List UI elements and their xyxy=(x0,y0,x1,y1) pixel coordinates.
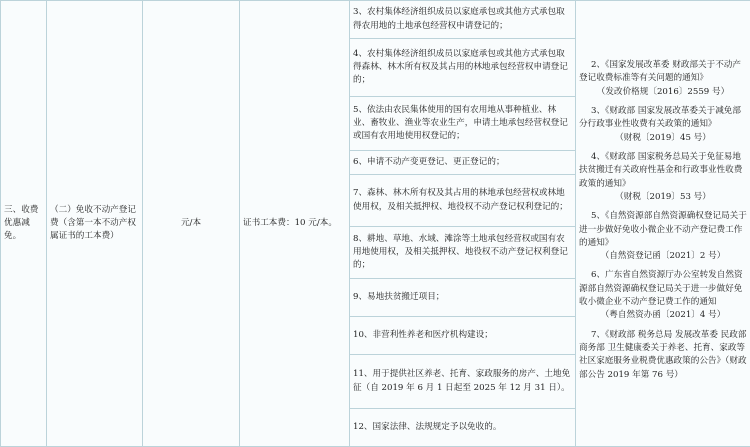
basis-entry: 2、《国家发展改革委 财政部关于不动产登记收费标准等有关问题的通知》 （发改价格规〔2016〕2559 号） xyxy=(579,59,747,99)
condition-cell: 11、用于提供社区养老、托育、家政服务的房产、土地免征（自 2019 年 6 月 1 日起至 2025 年 12 月 31 日）。 xyxy=(350,355,576,409)
condition-cell: 3、农村集体经济组织成员以家庭承包或其他方式承包取得农用地的土地承包经营权申请登记的； xyxy=(350,1,576,39)
standard-cell: 证书工本费：10 元/本。 xyxy=(240,1,350,447)
basis-cell xyxy=(576,1,750,447)
basis-entry: 3、《财政部 国家发展改革委关于减免部分行政事业性收费有关政策的通知》 （财税〔2019〕45 号） xyxy=(579,105,747,145)
unit-cell: 元/本 xyxy=(143,1,240,447)
condition-cell: 9、易地扶贫搬迁项目； xyxy=(350,279,576,317)
basis-entry: 6、广东省自然资源厅办公室转发自然资源部自然资源确权登记局关于进一步做好免收小微企业不动产登记费工作的通知 （粤自然资办函〔2021〕4 号） xyxy=(579,269,747,322)
condition-cell: 4、农村集体经济组织成员以家庭承包或其他方式承包取得森林、林木所有权及其占用的林地承包经营权申请登记的； xyxy=(350,39,576,97)
condition-cell: 10、非营利性养老和医疗机构建设； xyxy=(350,317,576,355)
basis-entry: 5、《自然资源部自然资源确权登记局关于进一步做好免收小微企业不动产登记费工作的通知》 （自然资登记函〔2021〕2 号） xyxy=(579,210,747,263)
basis-entry: 4、《财政部 国家税务总局关于免征易地扶贫搬迁有关政府性基金和行政事业性收费政策的通知》 （财税〔2019〕53 号） xyxy=(579,151,747,204)
item-cell: （二）免收不动产登记费（含第一本不动产权属证书的工本费） xyxy=(47,1,143,447)
category-cell: 三、收费优惠减免。 xyxy=(1,1,47,447)
condition-cell: 12、国家法律、法规规定予以免收的。 xyxy=(350,409,576,447)
condition-cell: 5、依法由农民集体使用的国有农用地从事种植业、林业、畜牧业、渔业等农业生产，申请土地承包经营权登记或国有农用地使用权登记的； xyxy=(350,97,576,151)
condition-cell: 7、森林、林木所有权及其占用的林地承包经营权或林地使用权，及相关抵押权、地役权不动产登记权利登记的； xyxy=(350,175,576,227)
condition-cell: 8、耕地、草地、水域、滩涂等土地承包经营权或国有农用地使用权，及相关抵押权、地役权不动产登记权利登记的； xyxy=(350,227,576,279)
condition-cell: 6、申请不动产变更登记、更正登记的； xyxy=(350,151,576,175)
basis-entry: 7、《财政部 税务总局 发展改革委 民政部 商务部 卫生健康委关于养老、托育、家政等社区家庭服务业税费优惠政策的公告》（财政部公告 2019 年第 76 号） xyxy=(579,329,747,382)
